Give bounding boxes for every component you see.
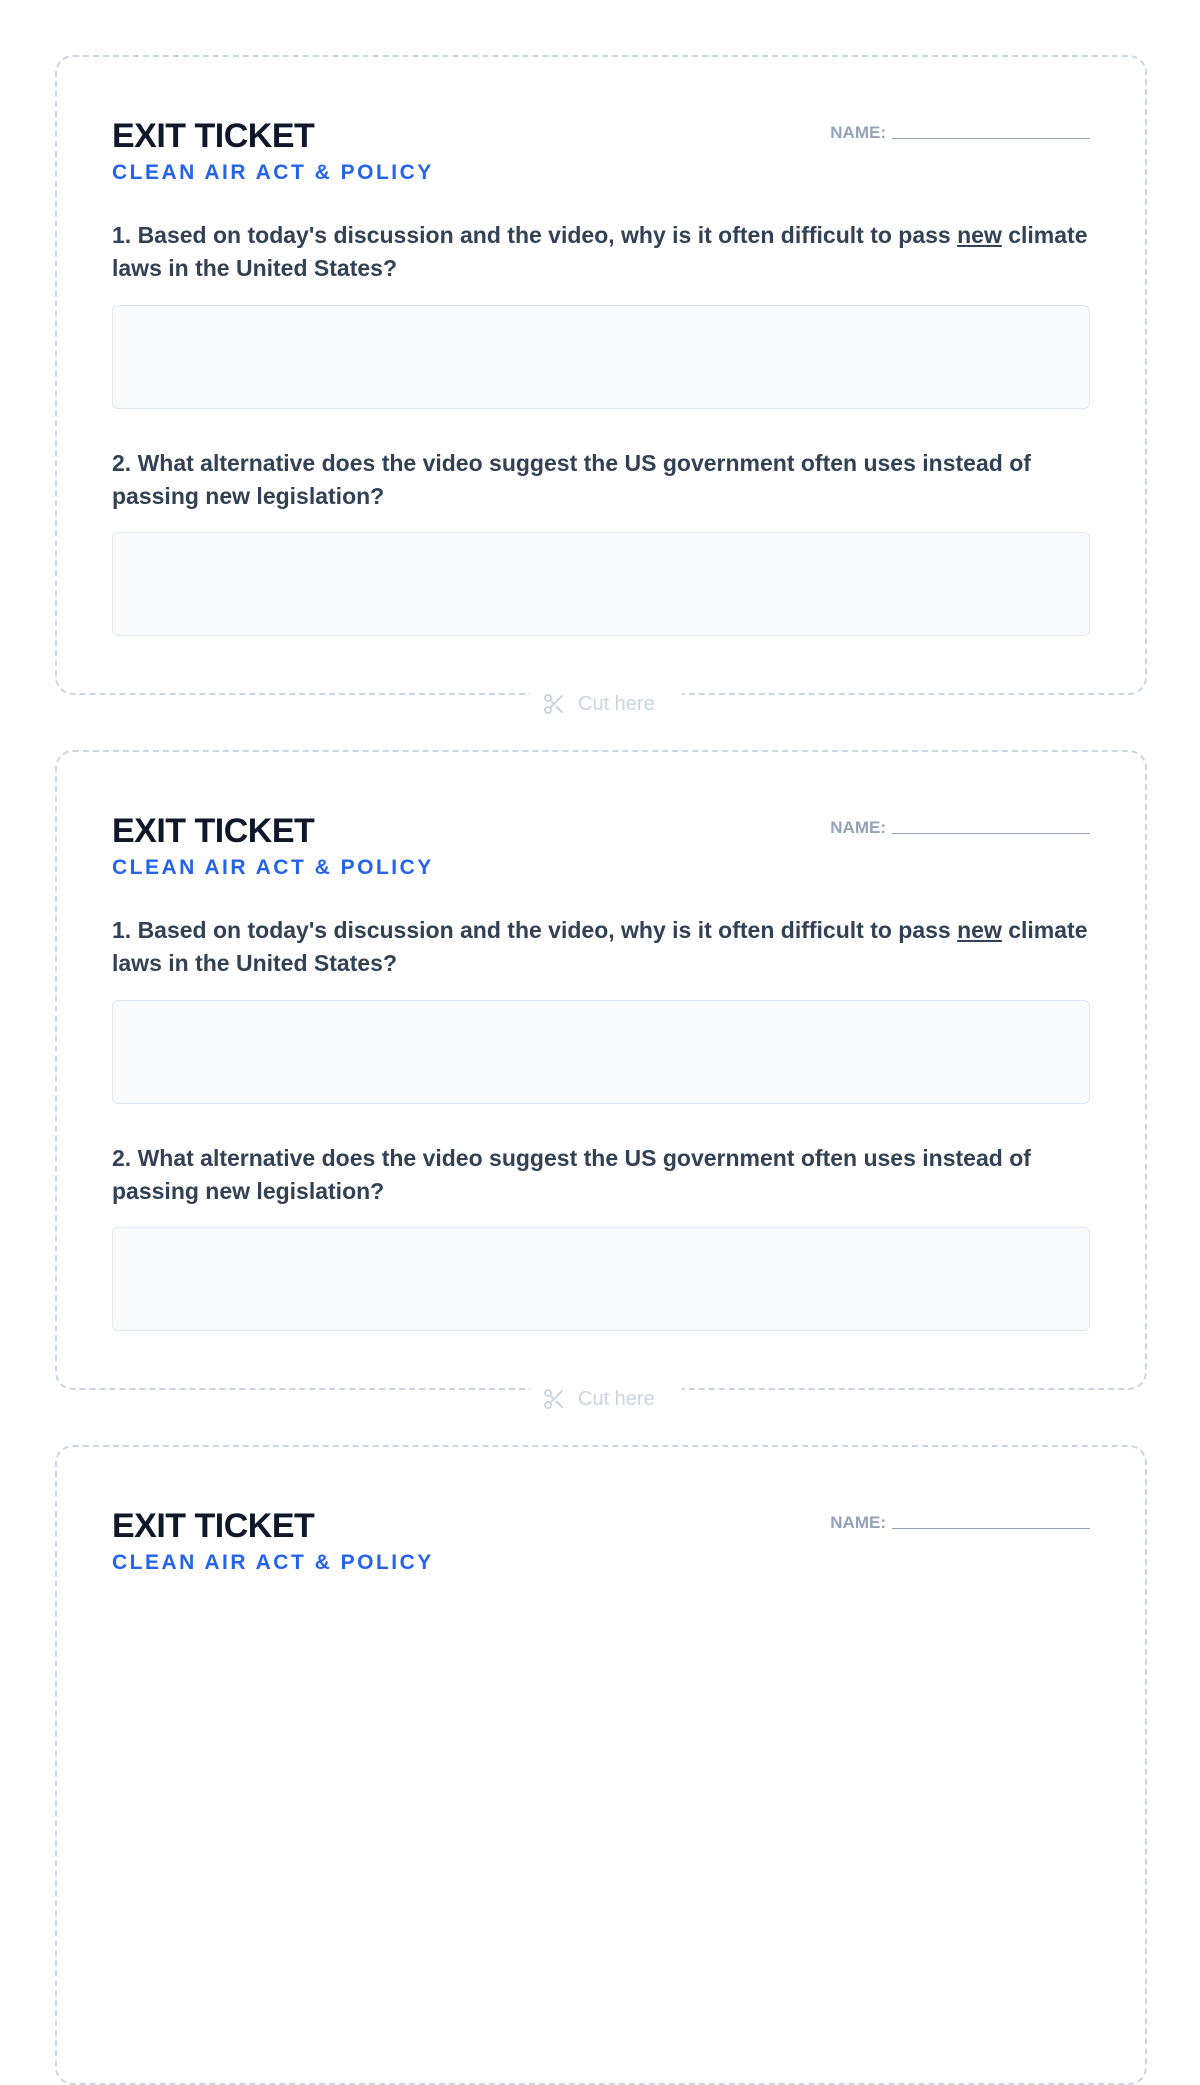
name-label: NAME: bbox=[830, 818, 886, 837]
exit-ticket-2 bbox=[55, 750, 1147, 1390]
cut-line-2 bbox=[530, 1384, 682, 1414]
ticket-subtitle: CLEAN AIR ACT & POLICY bbox=[112, 856, 434, 879]
name-field bbox=[830, 123, 1090, 143]
cut-label: Cut here bbox=[578, 1387, 655, 1410]
ticket-subtitle: CLEAN AIR ACT & POLICY bbox=[112, 1551, 434, 1574]
name-line[interactable] bbox=[892, 832, 1090, 834]
name-line[interactable] bbox=[892, 1527, 1090, 1529]
scissors-icon bbox=[542, 692, 566, 716]
exit-ticket-3 bbox=[55, 1445, 1147, 2085]
name-label: NAME: bbox=[830, 123, 886, 142]
question-1: 1. Based on today's discussion and the video, why is it often difficult to pass new climate laws in the United States? bbox=[112, 917, 1088, 976]
name-label: NAME: bbox=[830, 1513, 886, 1532]
emphasis-new: new bbox=[957, 222, 1002, 248]
exit-ticket-1 bbox=[55, 55, 1147, 695]
question-2: 2. What alternative does the video suggest the US government often uses instead of passing new legislation? bbox=[112, 1145, 1031, 1204]
ticket-title: EXIT TICKET bbox=[112, 117, 315, 155]
name-field bbox=[830, 1513, 1090, 1533]
cut-line-1 bbox=[530, 689, 682, 719]
name-line[interactable] bbox=[892, 137, 1090, 139]
ticket-title: EXIT TICKET bbox=[112, 812, 315, 850]
ticket-title: EXIT TICKET bbox=[112, 1507, 315, 1545]
ticket-subtitle: CLEAN AIR ACT & POLICY bbox=[112, 161, 434, 184]
emphasis-new: new bbox=[957, 917, 1002, 943]
answer-box-2[interactable] bbox=[112, 1227, 1090, 1331]
scissors-icon bbox=[542, 1387, 566, 1411]
answer-box-1[interactable] bbox=[112, 305, 1090, 409]
answer-box-1[interactable] bbox=[112, 1000, 1090, 1104]
question-2: 2. What alternative does the video suggest the US government often uses instead of passing new legislation? bbox=[112, 450, 1031, 509]
answer-box-2[interactable] bbox=[112, 532, 1090, 636]
cut-label: Cut here bbox=[578, 692, 655, 715]
question-1: 1. Based on today's discussion and the video, why is it often difficult to pass new climate laws in the United States? bbox=[112, 222, 1088, 281]
name-field bbox=[830, 818, 1090, 838]
